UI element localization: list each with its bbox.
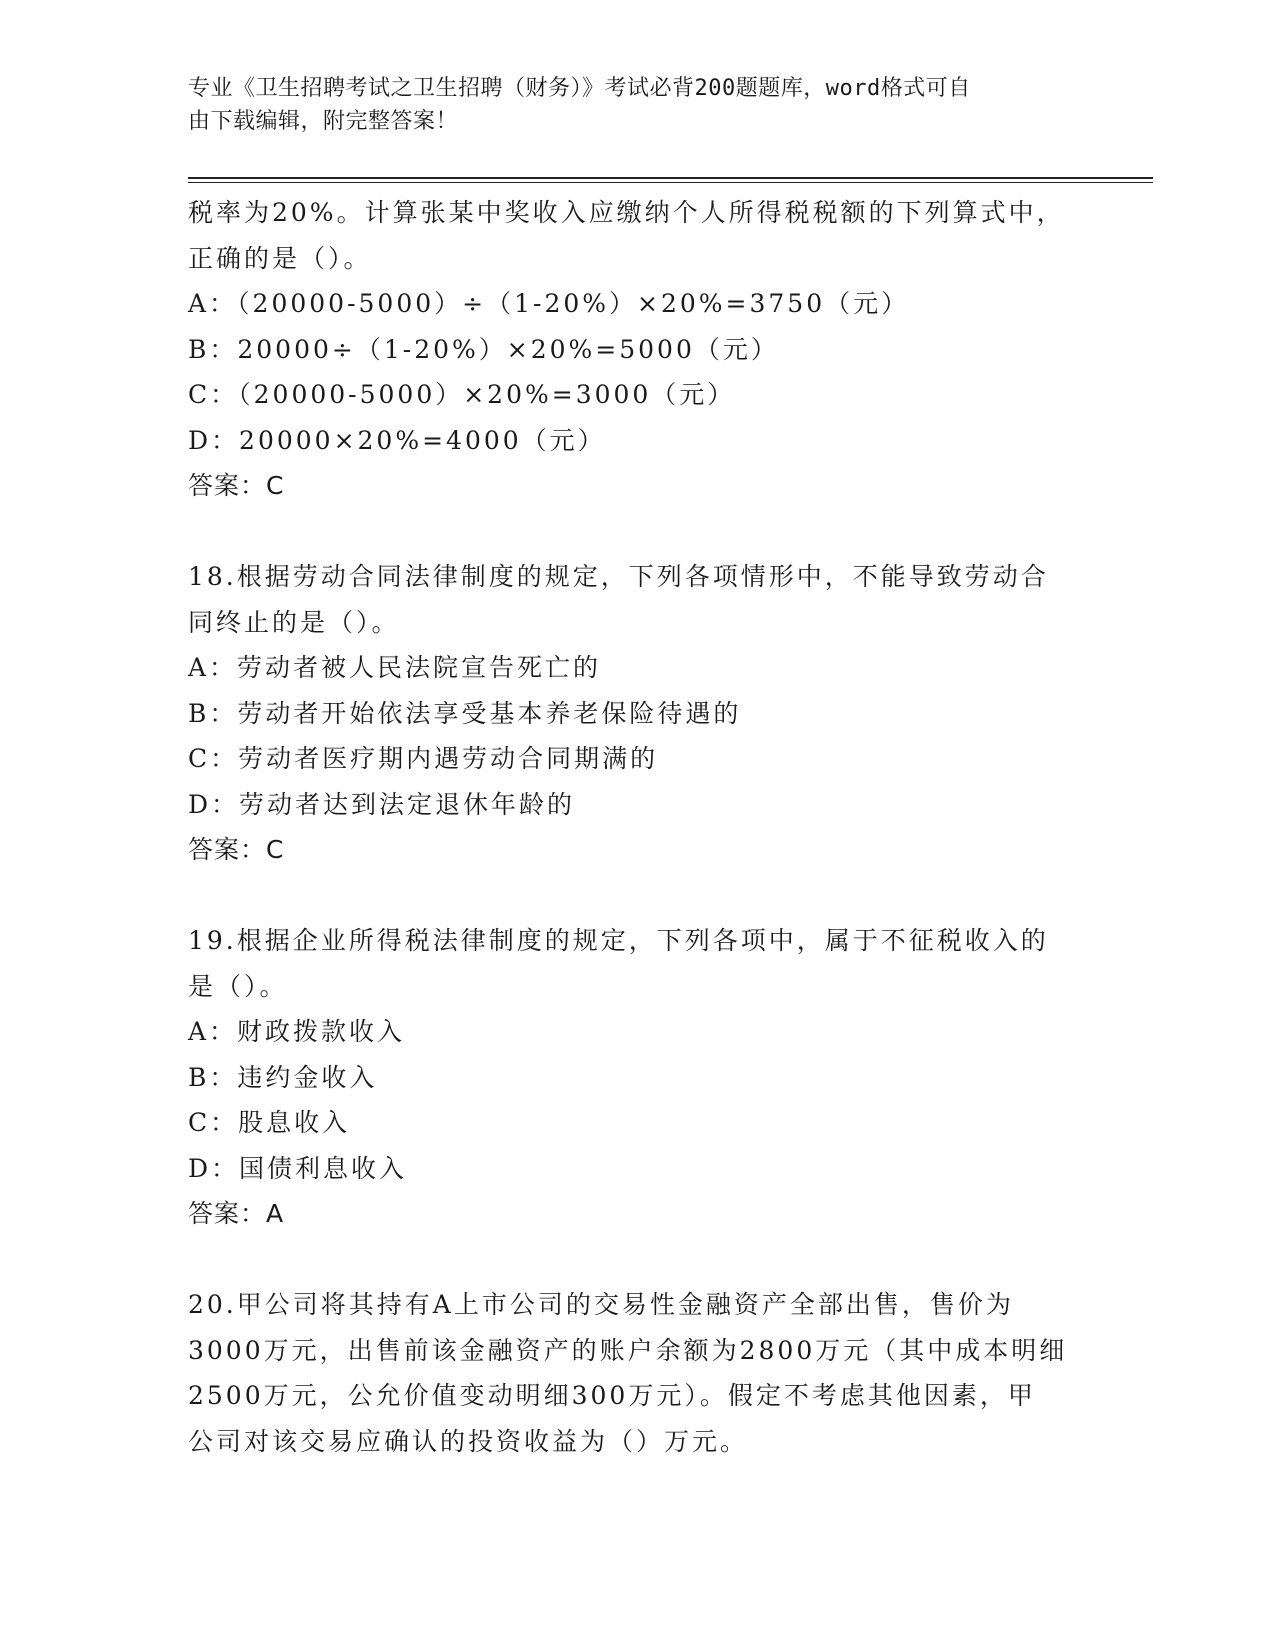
header-divider-thick bbox=[188, 177, 1153, 179]
question-stem: 是（）。 bbox=[188, 971, 288, 1001]
option-d: D：20000×20%=4000（元） bbox=[188, 425, 606, 455]
question-spacer bbox=[188, 873, 1088, 919]
question-stem: 税率为20%。计算张某中奖收入应缴纳个人所得税税额的下列算式中， bbox=[188, 198, 1065, 227]
option-c: C：股息收入 bbox=[188, 1108, 351, 1137]
header-divider-thin bbox=[188, 182, 1153, 183]
option-b: B：20000÷（1-20%）×20%=5000（元） bbox=[188, 334, 779, 364]
option-a: A：（20000-5000）÷（1-20%）×20%=3750（元） bbox=[188, 289, 910, 318]
question-list bbox=[188, 190, 1088, 1464]
question-stem: 正确的是（）。 bbox=[188, 243, 372, 273]
question-19 bbox=[188, 918, 1088, 1237]
answer-label: 答案：A bbox=[188, 1199, 285, 1228]
question-stem: 同终止的是（）。 bbox=[188, 607, 400, 637]
option-a: A：财政拨款收入 bbox=[188, 1017, 406, 1046]
header-line-2: 由下载编辑，附完整答案！ bbox=[188, 109, 459, 134]
header-line-1: 专业《卫生招聘考试之卫生招聘（财务）》考试必背200题题库，word格式可自 bbox=[188, 76, 971, 101]
question-stem: 19.根据企业所得税法律制度的规定，下列各项中，属于不征税收入的 bbox=[188, 926, 1049, 955]
question-18 bbox=[188, 554, 1088, 873]
option-b: B：劳动者开始依法享受基本养老保险待遇的 bbox=[188, 698, 742, 728]
question-stem: 2500万元，公允价值变动明细300万元）。假定不考虑其他因素，甲 bbox=[188, 1381, 1036, 1410]
question-stem: 20.甲公司将其持有A上市公司的交易性金融资产全部出售，售价为 bbox=[188, 1290, 1014, 1319]
option-d: D：国债利息收入 bbox=[188, 1153, 408, 1183]
question-stem: 3000万元，出售前该金融资产的账户余额为2800万元（其中成本明细 bbox=[188, 1335, 1068, 1365]
option-d: D：劳动者达到法定退休年龄的 bbox=[188, 789, 576, 819]
answer-label: 答案：C bbox=[188, 471, 285, 500]
question-spacer bbox=[188, 1237, 1088, 1283]
question-20 bbox=[188, 1282, 1088, 1464]
answer-label: 答案：C bbox=[188, 835, 285, 864]
question-stem: 公司对该交易应确认的投资收益为（）万元。 bbox=[188, 1426, 749, 1456]
question-spacer bbox=[188, 509, 1088, 555]
option-a: A：劳动者被人民法院宣告死亡的 bbox=[188, 653, 602, 682]
option-b: B：违约金收入 bbox=[188, 1062, 378, 1092]
option-c: C：（20000-5000）×20%=3000（元） bbox=[188, 380, 736, 409]
question-stem: 18.根据劳动合同法律制度的规定，下列各项情形中，不能导致劳动合 bbox=[188, 562, 1049, 591]
option-c: C：劳动者医疗期内遇劳动合同期满的 bbox=[188, 744, 659, 773]
document-header bbox=[188, 72, 1078, 138]
question-17 bbox=[188, 190, 1088, 509]
